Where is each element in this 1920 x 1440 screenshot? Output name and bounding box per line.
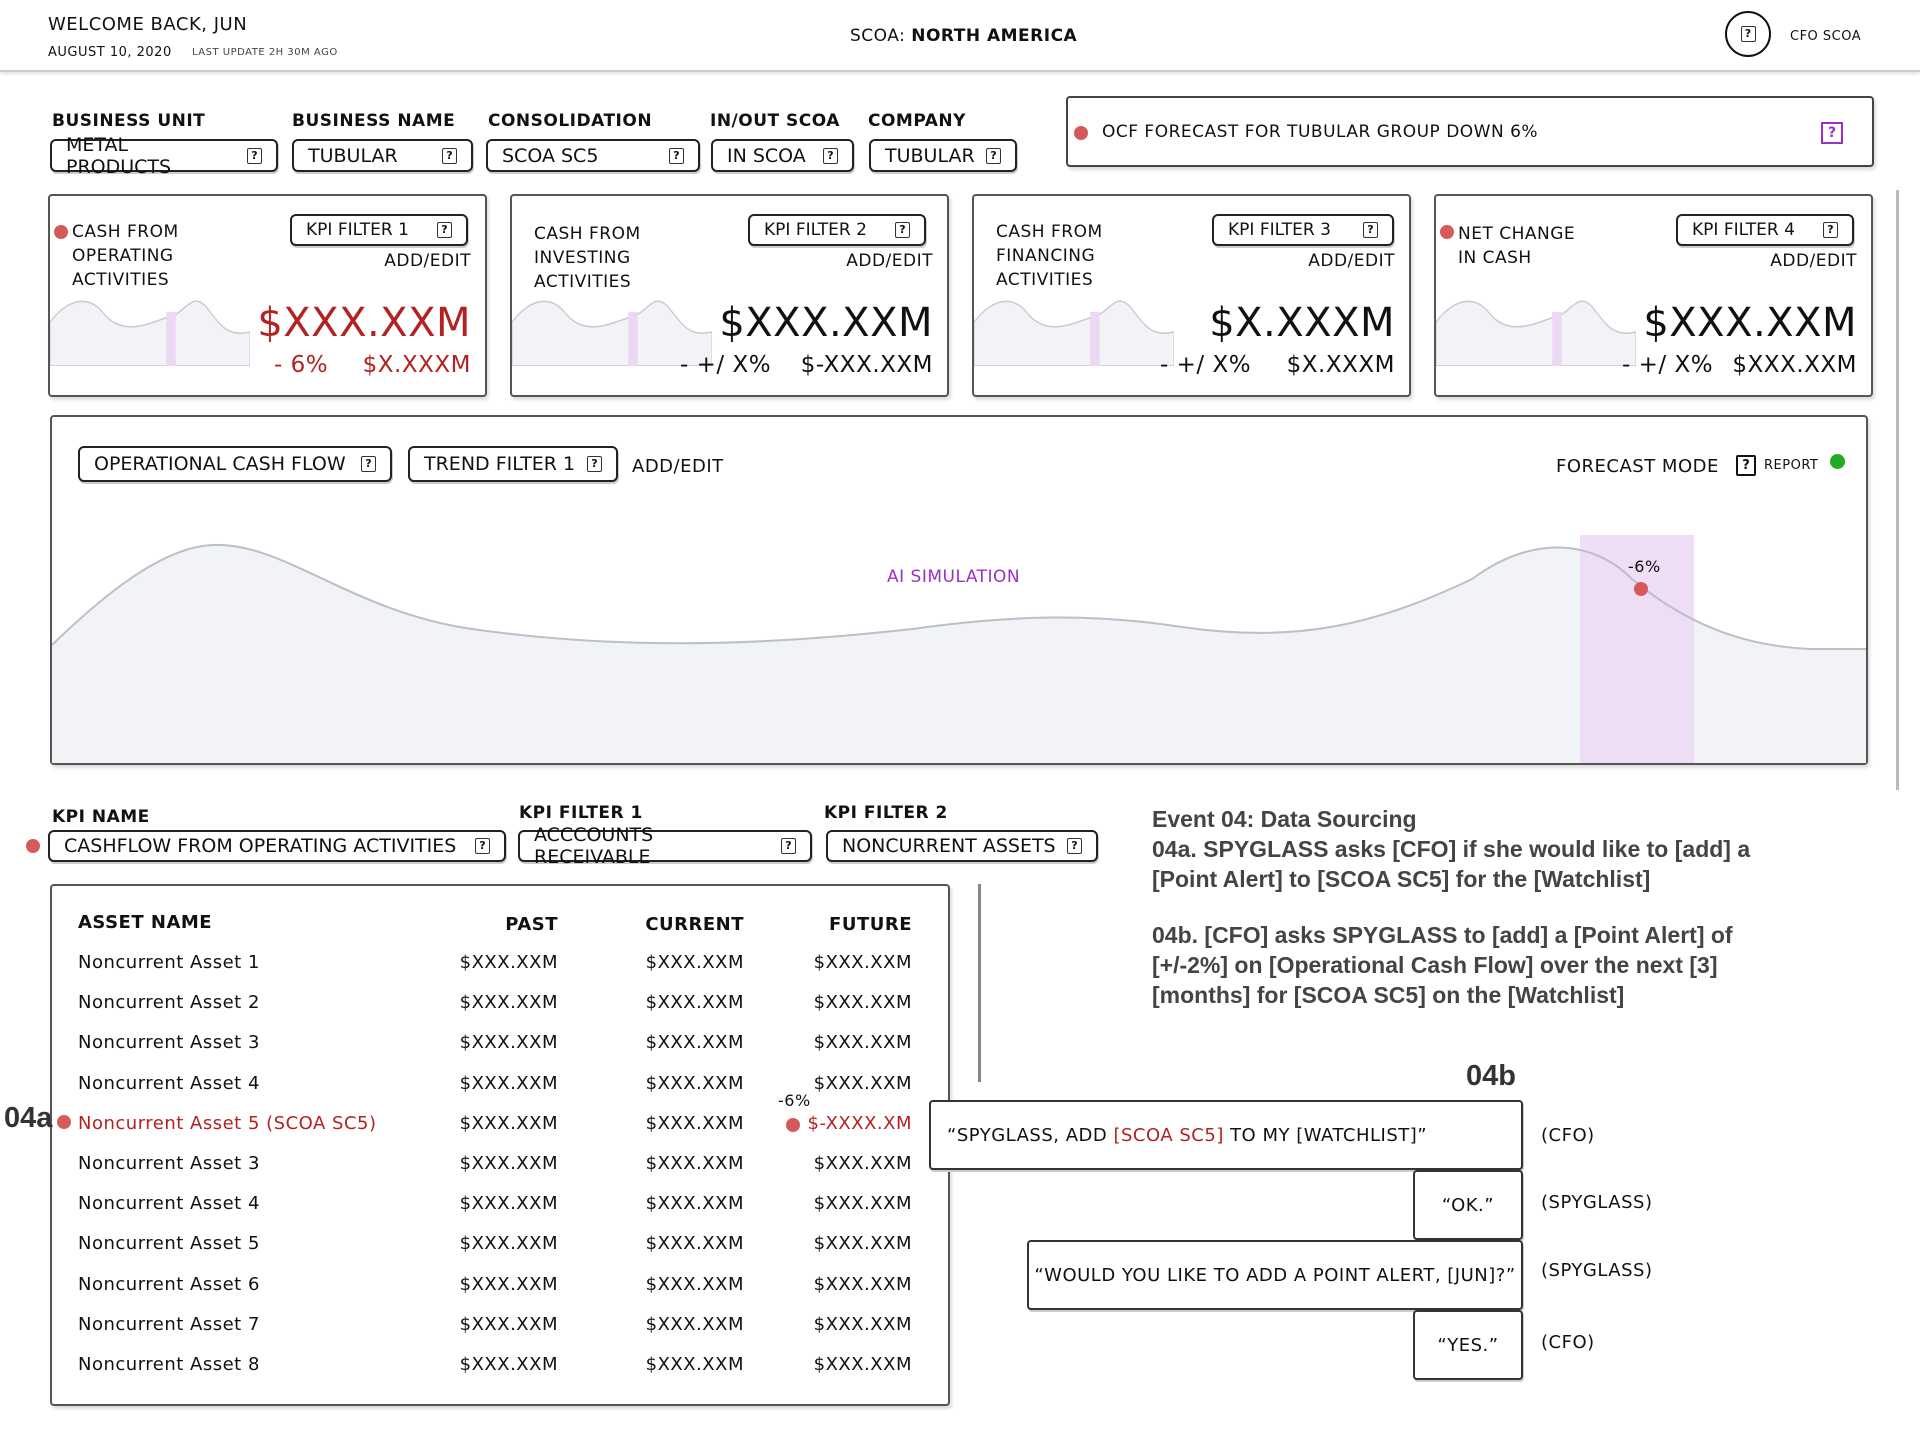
report-icon[interactable]: ? <box>1736 455 1756 476</box>
alert-banner[interactable] <box>1066 96 1874 167</box>
dropdown-icon: ? <box>986 148 1001 164</box>
header-future: FUTURE <box>829 914 912 935</box>
future-value: $XXX.XXM <box>813 992 912 1014</box>
kpi-card[interactable] <box>510 194 949 397</box>
kpi-alert-dot <box>1440 225 1454 239</box>
dropdown-icon: ? <box>823 148 838 164</box>
step-a-marker: 04a <box>4 1102 53 1134</box>
business-unit-label: BUSINESS UNIT <box>52 111 206 131</box>
help-icon: ? <box>1741 26 1756 42</box>
kpi-title-line-3: ACTIVITIES <box>72 270 170 290</box>
trend-chart <box>52 417 1866 763</box>
page-title-region: NORTH AMERICA <box>911 26 1078 46</box>
kpi-change: - +/ X% <box>680 352 772 378</box>
trend-add-edit-link[interactable]: ADD/EDIT <box>632 456 724 477</box>
table-row[interactable] <box>52 1090 948 1147</box>
kpi-filter1-value: ACCCOUNTS RECEIVABLE <box>534 824 654 868</box>
metric-value: OPERATIONAL CASH FLOW <box>94 453 346 475</box>
table-row[interactable] <box>52 992 948 1026</box>
header-asset-name: ASSET NAME <box>78 912 213 933</box>
consolidation-value: SCOA SC5 <box>502 144 599 167</box>
future-value: $XXX.XXM <box>813 1032 912 1054</box>
kpi-sparkline <box>1436 282 1636 366</box>
dialog-1-highlight: [SCOA SC5] <box>1113 1124 1224 1146</box>
kpi-add-edit-link[interactable]: ADD/EDIT <box>846 251 933 271</box>
alert-dot <box>1074 126 1088 140</box>
kpi-change: - +/ X% <box>1622 352 1714 378</box>
future-value: $XXX.XXM <box>813 1273 912 1295</box>
dropdown-icon: ? <box>475 838 490 854</box>
asset-name: Noncurrent Asset 3 <box>78 1032 260 1054</box>
in-out-select[interactable] <box>711 139 854 172</box>
past-value: $XXX.XXM <box>459 1313 558 1335</box>
kpi-filter-select[interactable] <box>748 214 926 246</box>
dropdown-icon: ? <box>247 148 262 164</box>
kpi-title-line-1: CASH FROM <box>72 222 179 242</box>
event-step-b: 04b. [CFO] asks SPYGLASS to [add] a [Point Alert] of [+/-2%] on [Operational Cash Flow] over the next [3] [months] for [SCOA SC5] on the [Watchlist] <box>1152 922 1733 1008</box>
alert-text: OCF FORECAST FOR TUBULAR GROUP DOWN 6% <box>1102 122 1539 142</box>
kpi-title-line-2: OPERATING <box>72 246 174 266</box>
past-value: $XXX.XXM <box>459 1193 558 1215</box>
forecast-point <box>1634 582 1648 596</box>
step-a-dot <box>57 1115 71 1129</box>
current-value: $XXX.XXM <box>645 1354 744 1375</box>
trend-panel <box>50 415 1868 765</box>
business-name-value: TUBULAR <box>308 144 398 167</box>
kpi-name-label: KPI NAME <box>52 807 150 827</box>
last-update-text: LAST UPDATE 2H 30M AGO <box>192 47 338 58</box>
kpi-delta: $X.XXXM <box>1286 352 1395 378</box>
dropdown-icon: ? <box>437 222 452 238</box>
company-label: COMPANY <box>868 111 966 131</box>
event-step-a: 04a. SPYGLASS asks [CFO] if she would like to [add] a [Point Alert] to [SCOA SC5] for the [Watchlist] <box>1152 836 1751 892</box>
kpi-filter-value: KPI FILTER 1 <box>306 220 409 240</box>
table-scrollbar[interactable] <box>978 884 981 1082</box>
future-value: $XXX.XXM <box>813 1313 912 1335</box>
future-value: $XXX.XXM <box>813 1354 912 1375</box>
future-value: $-XXXX.XM <box>807 1112 912 1134</box>
asset-name: Noncurrent Asset 5 <box>78 1233 260 1255</box>
kpi-title-line-1: CASH FROM <box>534 224 641 244</box>
current-value: $XXX.XXM <box>645 1313 744 1335</box>
current-value: $XXX.XXM <box>645 1072 744 1094</box>
page-scrollbar[interactable] <box>1896 190 1899 790</box>
asset-name: Noncurrent Asset 4 <box>78 1193 260 1215</box>
current-value: $XXX.XXM <box>645 952 744 973</box>
kpi-name-select[interactable] <box>48 830 506 862</box>
kpi-filter-value: KPI FILTER 3 <box>1228 220 1331 240</box>
kpi-value: $XXX.XXM <box>257 300 471 346</box>
dialog-2-text: “OK.” <box>1441 1194 1495 1216</box>
kpi-card[interactable] <box>1434 194 1873 397</box>
current-value: $XXX.XXM <box>645 1153 744 1174</box>
kpi-add-edit-link[interactable]: ADD/EDIT <box>1770 251 1857 271</box>
kpi-card[interactable] <box>48 194 487 397</box>
dialog-3-text: “WOULD YOU LIKE TO ADD A POINT ALERT, [JUN]?” <box>1034 1264 1516 1286</box>
future-value: $XXX.XXM <box>813 952 912 973</box>
in-out-label: IN/OUT SCOA <box>710 111 840 131</box>
future-flag: -6% <box>778 1090 811 1110</box>
kpi-title-line-3: ACTIVITIES <box>996 270 1094 290</box>
dropdown-icon: ? <box>781 838 796 854</box>
kpi-filter2-label: KPI FILTER 2 <box>824 803 948 823</box>
kpi-sparkline <box>974 282 1174 366</box>
dialog-bubble-1 <box>929 1100 1523 1170</box>
dialog-bubble-2 <box>1413 1170 1523 1240</box>
asset-name: Noncurrent Asset 1 <box>78 952 260 973</box>
kpi-alert-dot <box>54 225 68 239</box>
kpi-filter2-select[interactable] <box>826 830 1098 862</box>
table-row[interactable] <box>52 1354 948 1388</box>
dropdown-icon: ? <box>587 456 602 472</box>
forecast-point-label: -6% <box>1628 557 1661 576</box>
kpi-delta: $XXX.XXM <box>1732 352 1857 378</box>
dialog-bubble-3 <box>1027 1240 1523 1310</box>
past-value: $XXX.XXM <box>459 1273 558 1295</box>
past-value: $XXX.XXM <box>459 1354 558 1375</box>
asset-name: Noncurrent Asset 7 <box>78 1313 260 1335</box>
help-button[interactable] <box>1725 11 1771 57</box>
kpi-card[interactable] <box>972 194 1411 397</box>
table-row[interactable] <box>52 1073 948 1107</box>
past-value: $XXX.XXM <box>459 1233 558 1255</box>
consolidation-label: CONSOLIDATION <box>488 111 653 131</box>
dialog-1-post: TO MY [WATCHLIST]” <box>1223 1124 1428 1146</box>
past-value: $XXX.XXM <box>459 1032 558 1054</box>
dialog-4-text: “YES.” <box>1437 1334 1499 1356</box>
kpi-filter1-label: KPI FILTER 1 <box>519 803 643 823</box>
asset-name: Noncurrent Asset 3 <box>78 1153 260 1174</box>
kpi-filter-select[interactable] <box>1212 214 1394 246</box>
business-name-select[interactable] <box>292 139 473 172</box>
user-role[interactable]: CFO SCOA <box>1790 29 1862 44</box>
kpi-value: $XXX.XXM <box>719 300 933 346</box>
kpi-title-line-2: IN CASH <box>1458 248 1532 268</box>
event-title: Event 04: Data Sourcing <box>1152 806 1417 832</box>
dialog-1-pre: “SPYGLASS, ADD <box>947 1124 1114 1146</box>
step-b-marker: 04b <box>1466 1060 1516 1092</box>
dialog-bubble-4 <box>1413 1310 1523 1380</box>
kpi-title-line-1: CASH FROM <box>996 222 1103 242</box>
company-select[interactable] <box>869 139 1017 172</box>
header-current: CURRENT <box>645 914 744 935</box>
kpi-filter-value: KPI FILTER 2 <box>764 220 867 240</box>
dialog-speaker-1: (CFO) <box>1541 1125 1595 1146</box>
future-alert-dot <box>786 1118 800 1132</box>
kpi-delta: $-XXX.XXM <box>800 352 933 378</box>
kpi-title-line-1: NET CHANGE <box>1458 224 1576 244</box>
asset-name: Noncurrent Asset 5 (SCOA SC5) <box>78 1112 377 1134</box>
kpi-add-edit-link[interactable]: ADD/EDIT <box>384 251 471 271</box>
dropdown-icon: ? <box>1067 838 1082 854</box>
current-value: $XXX.XXM <box>645 1193 744 1215</box>
past-value: $XXX.XXM <box>459 1072 558 1094</box>
asset-name: Noncurrent Asset 2 <box>78 992 260 1014</box>
kpi-filter-select[interactable] <box>290 214 468 246</box>
dropdown-icon: ? <box>895 222 910 238</box>
kpi-delta: $X.XXXM <box>362 352 471 378</box>
current-value: $XXX.XXM <box>645 1273 744 1295</box>
kpi-name-alert-dot <box>26 839 40 853</box>
kpi-title-line-2: INVESTING <box>534 248 631 268</box>
kpi-title-line-3: ACTIVITIES <box>534 272 632 292</box>
table-row[interactable] <box>52 1032 948 1066</box>
kpi-change: - +/ X% <box>1160 352 1252 378</box>
current-value: $XXX.XXM <box>645 1233 744 1255</box>
kpi-add-edit-link[interactable]: ADD/EDIT <box>1308 251 1395 271</box>
current-value: $XXX.XXM <box>645 1112 744 1134</box>
kpi-title-line-2: FINANCING <box>996 246 1096 266</box>
current-value: $XXX.XXM <box>645 1032 744 1054</box>
kpi-filter2-value: NONCURRENT ASSETS <box>842 835 1056 857</box>
asset-name: Noncurrent Asset 6 <box>78 1273 260 1295</box>
future-value: $XXX.XXM <box>813 1153 912 1174</box>
kpi-value: $X.XXXM <box>1209 300 1395 346</box>
business-unit-value: METAL PRODUCTS <box>66 133 172 178</box>
dialog-speaker-2: (SPYGLASS) <box>1541 1192 1653 1213</box>
kpi-title <box>1458 222 1575 270</box>
kpi-name-value: CASHFLOW FROM OPERATING ACTIVITIES <box>64 835 457 857</box>
kpi-value: $XXX.XXM <box>1643 300 1857 346</box>
alert-help-icon[interactable]: ? <box>1821 122 1843 144</box>
kpi-filter-value: KPI FILTER 4 <box>1692 220 1795 240</box>
dialog-speaker-3: (SPYGLASS) <box>1541 1260 1653 1281</box>
future-value: $XXX.XXM <box>813 1193 912 1215</box>
kpi-filter-select[interactable] <box>1676 214 1854 246</box>
table-row[interactable] <box>52 1233 948 1267</box>
ai-simulation-label: AI SIMULATION <box>887 567 1021 587</box>
dialog-speaker-4: (CFO) <box>1541 1332 1595 1353</box>
kpi-change: - 6% <box>274 352 329 378</box>
table-row[interactable] <box>52 952 948 986</box>
table-row[interactable] <box>52 1314 948 1348</box>
dropdown-icon: ? <box>361 456 376 472</box>
dropdown-icon: ? <box>669 148 684 164</box>
asset-name: Noncurrent Asset 8 <box>78 1354 260 1375</box>
table-row[interactable] <box>52 1274 948 1308</box>
future-value: $XXX.XXM <box>813 1233 912 1255</box>
past-value: $XXX.XXM <box>459 1153 558 1174</box>
table-row[interactable] <box>52 1193 948 1227</box>
business-name-label: BUSINESS NAME <box>292 111 456 131</box>
kpi-sparkline <box>50 282 250 366</box>
kpi-filter1-select[interactable] <box>518 824 812 868</box>
in-out-value: IN SCOA <box>727 144 806 167</box>
consolidation-select[interactable] <box>486 139 700 172</box>
business-unit-select[interactable] <box>50 133 278 178</box>
top-bar <box>0 0 1920 72</box>
welcome-text: WELCOME BACK, JUN <box>48 14 248 35</box>
forecast-mode-toggle[interactable]: FORECAST MODE <box>1556 456 1719 477</box>
past-value: $XXX.XXM <box>459 992 558 1014</box>
current-value: $XXX.XXM <box>645 992 744 1014</box>
date-text: AUGUST 10, 2020 <box>48 45 172 60</box>
company-value: TUBULAR <box>885 144 975 167</box>
page-title <box>850 26 1077 46</box>
dropdown-icon: ? <box>1823 222 1838 238</box>
past-value: $XXX.XXM <box>459 1112 558 1134</box>
trend-filter-value: TREND FILTER 1 <box>424 453 576 475</box>
asset-name: Noncurrent Asset 4 <box>78 1072 260 1094</box>
page-title-prefix: SCOA: <box>850 26 906 46</box>
future-value: $XXX.XXM <box>813 1072 912 1094</box>
table-row[interactable] <box>52 1153 948 1187</box>
dropdown-icon: ? <box>442 148 457 164</box>
report-label[interactable]: REPORT <box>1764 458 1819 473</box>
past-value: $XXX.XXM <box>459 952 558 973</box>
header-past: PAST <box>505 914 558 935</box>
dropdown-icon: ? <box>1363 222 1378 238</box>
asset-table <box>50 884 950 1406</box>
